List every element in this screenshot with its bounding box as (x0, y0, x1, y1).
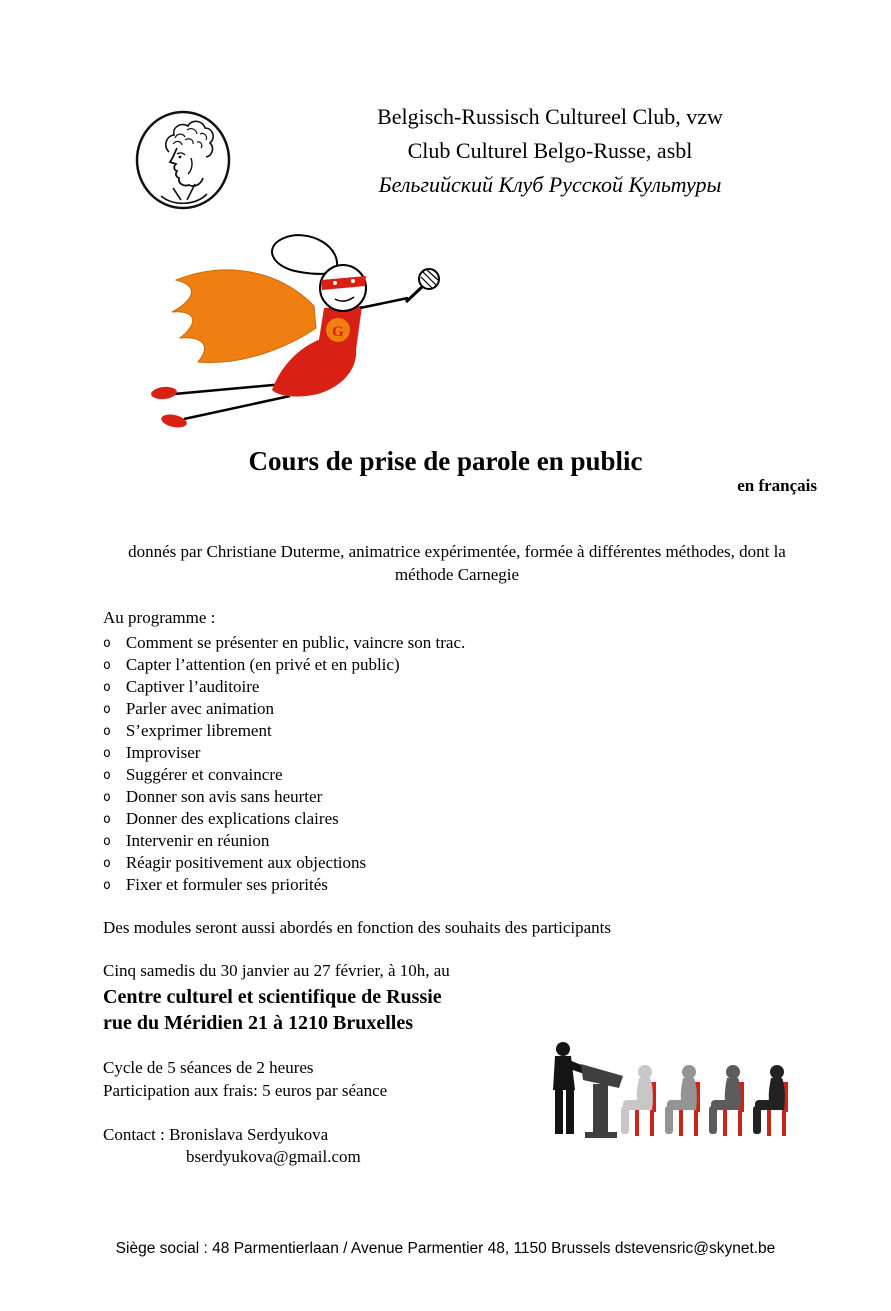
cycle-info: Cycle de 5 séances de 2 heures (103, 1058, 314, 1077)
cape-shape (172, 270, 316, 363)
program-list (103, 633, 703, 897)
program-item-text: o Comment se présenter en public, vaincre son trac. (125, 633, 466, 652)
venue-address: rue du Méridien 21 à 1210 Bruxelles (103, 1012, 413, 1034)
program-item-text: o Réagir positivement aux objections (125, 853, 367, 872)
audience-members (621, 1065, 788, 1136)
venue-name: Centre culturel et scientifique de Russie (103, 986, 442, 1008)
program-item-text: o S’exprimer librement (125, 721, 272, 740)
program-list-item (103, 853, 703, 875)
audience-illustration (527, 1036, 807, 1153)
speaker-audience-icon (527, 1036, 807, 1148)
modules-note: Des modules seront aussi abordés en fonction des souhaits des participants (103, 918, 612, 937)
program-item-text: o Donner son avis sans heurter (125, 787, 323, 806)
club-name-french: Club Culturel Belgo-Russe, asbl (407, 138, 693, 163)
contact-name: Contact : Bronislava Serdyukova (103, 1125, 329, 1144)
program-list-item (103, 787, 703, 809)
program-list-item (103, 699, 703, 721)
program-item-text: o Donner des explications claires (125, 809, 339, 828)
intro-paragraph: donnés par Christiane Duterme, animatrice expérimentée, formée à différentes méthodes, dont la méthode Carnegie (128, 542, 786, 584)
program-list-item (103, 655, 703, 677)
superwoman-illustration (112, 222, 452, 442)
header (230, 100, 870, 202)
club-logo (133, 108, 233, 217)
program-heading: Au programme : (103, 608, 216, 627)
podium-shape (581, 1064, 623, 1138)
program-item-text: o Parler avec animation (125, 699, 275, 718)
emblem-letter: G (332, 324, 344, 340)
contact-email: bserdyukova@gmail.com (186, 1147, 361, 1166)
program-item-text: o Intervenir en réunion (125, 831, 270, 850)
program-list-item (103, 765, 703, 787)
program-list-item (103, 677, 703, 699)
speaker-silhouette (553, 1042, 589, 1134)
program-list-item (103, 721, 703, 743)
footer-address: Siège social : 48 Parmentierlaan / Avenue Parmentier 48, 1150 Brussels dstevensric@skynet.be (115, 1240, 776, 1257)
language-note: en français (737, 476, 817, 495)
program-list-item (103, 633, 703, 655)
program-item-text: o Captiver l’auditoire (125, 677, 260, 696)
program-item-text: o Capter l’attention (en privé et en public) (125, 655, 400, 674)
program-item-text: o Suggérer et convaincre (125, 765, 283, 784)
program-list-item (103, 875, 703, 897)
program-item-text: o Fixer et formuler ses priorités (125, 875, 328, 894)
schedule-dates: Cinq samedis du 30 janvier au 27 février, à 10h, au (103, 961, 450, 980)
pushkin-profile-icon (133, 108, 233, 212)
club-name-dutch: Belgisch-Russisch Cultureel Club, vzw (377, 104, 723, 129)
program-item-text: o Improviser (125, 743, 201, 762)
superwoman-icon (112, 222, 452, 437)
program-list-item (103, 809, 703, 831)
program-list-item (103, 743, 703, 765)
page-title: Cours de prise de parole en public (248, 446, 643, 476)
fee-info: Participation aux frais: 5 euros par séance (103, 1081, 388, 1100)
program-list-item (103, 831, 703, 853)
club-name-russian: Бельгийский Клуб Русской Культуры (378, 172, 722, 197)
